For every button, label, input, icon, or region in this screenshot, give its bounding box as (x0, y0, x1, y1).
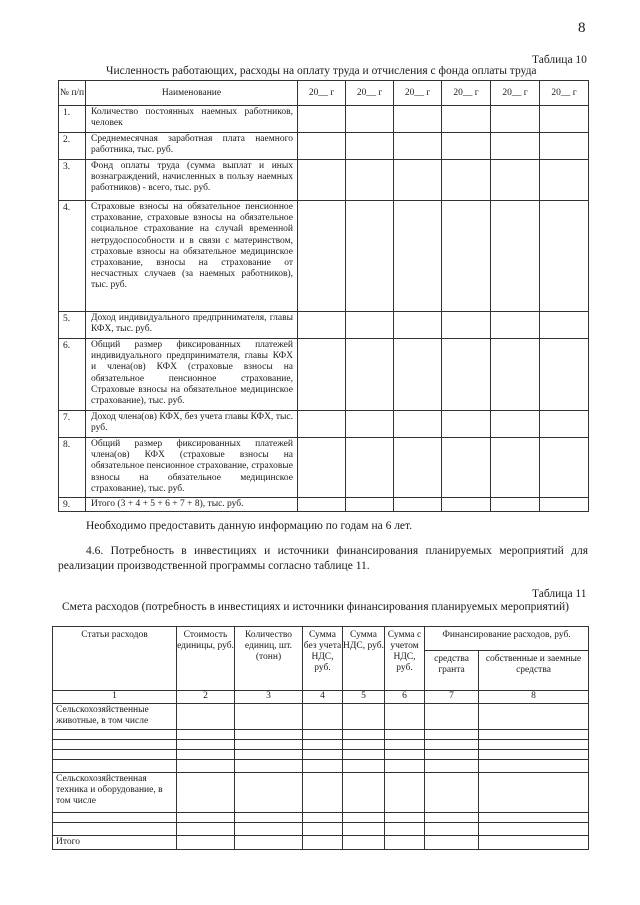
row-name: Страховые взносы на обязательное пенсионное страхование, страховые взносы на обязательное социальное страхование на случай временной нетрудоспособности и в связи с материнством, страховые взносы на обязательное медицинское страхование, взносы на страхование от несчастных случаев (за наемных работников), тыс. руб. (86, 201, 298, 312)
table-row (53, 704, 589, 730)
data-cell (346, 498, 394, 512)
data-cell (425, 750, 479, 760)
table-row (53, 823, 589, 836)
row-name: Общий размер фиксированных платежей индивидуального предпринимателя, главы КФХ и члена(ов) КФХ (страховые взносы на обязательное пенсионное страхование, Страховые взносы на обязательное медицинское страхование), тыс. руб. (86, 339, 298, 411)
table10-header-name: Наименование (86, 81, 298, 106)
data-cell (479, 750, 589, 760)
data-cell (540, 411, 589, 438)
header-sum-with-vat: Сумма с учетом НДС, руб. (385, 627, 425, 691)
data-cell (491, 160, 540, 201)
data-cell (177, 730, 235, 740)
table10-header-year: 20__ г (394, 81, 442, 106)
data-cell (53, 813, 177, 823)
table10 (58, 80, 589, 512)
column-number: 1 (53, 691, 177, 704)
data-cell (385, 813, 425, 823)
table-row (53, 730, 589, 740)
data-cell (394, 201, 442, 312)
data-cell (442, 160, 491, 201)
column-number: 7 (425, 691, 479, 704)
data-cell (442, 312, 491, 339)
data-cell (540, 160, 589, 201)
data-cell (53, 760, 177, 773)
data-cell (343, 760, 385, 773)
column-number: 5 (343, 691, 385, 704)
table10-header-year: 20__ г (298, 81, 346, 106)
header-own-funds: собственные и заемные средства (479, 651, 589, 691)
data-cell (235, 773, 303, 813)
total-label: Итого (53, 836, 177, 850)
data-cell (298, 106, 346, 133)
table-row (53, 773, 589, 813)
header-vat: Сумма НДС, руб. (343, 627, 385, 691)
data-cell (235, 760, 303, 773)
data-cell (177, 836, 235, 850)
data-cell (491, 438, 540, 498)
column-number: 8 (479, 691, 589, 704)
column-number: 6 (385, 691, 425, 704)
column-number: 3 (235, 691, 303, 704)
data-cell (425, 730, 479, 740)
data-cell (346, 160, 394, 201)
data-cell (425, 773, 479, 813)
data-cell (235, 823, 303, 836)
data-cell (425, 813, 479, 823)
data-cell (298, 133, 346, 160)
data-cell (394, 339, 442, 411)
data-cell (235, 740, 303, 750)
data-cell (235, 704, 303, 730)
column-number: 4 (303, 691, 343, 704)
row-number: 8. (59, 438, 86, 498)
data-cell (343, 836, 385, 850)
table10-label: Таблица 10 (532, 54, 587, 66)
data-cell (303, 704, 343, 730)
table-row (53, 750, 589, 760)
data-cell (53, 750, 177, 760)
data-cell (491, 498, 540, 512)
data-cell (298, 498, 346, 512)
table-row (59, 312, 589, 339)
data-cell (479, 836, 589, 850)
data-cell (177, 773, 235, 813)
header-quantity: Количество единиц, шт. (тонн) (235, 627, 303, 691)
table10-note: Необходимо предоставить данную информацию по годам на 6 лет. (86, 520, 413, 532)
data-cell (235, 730, 303, 740)
table10-header-year: 20__ г (491, 81, 540, 106)
data-cell (394, 133, 442, 160)
table-row (53, 760, 589, 773)
data-cell (298, 438, 346, 498)
data-cell (442, 133, 491, 160)
table10-header-year: 20__ г (442, 81, 491, 106)
row-number: 1. (59, 106, 86, 133)
data-cell (540, 133, 589, 160)
data-cell (385, 760, 425, 773)
data-cell (425, 836, 479, 850)
data-cell (303, 836, 343, 850)
row-number: 4. (59, 201, 86, 312)
data-cell (385, 773, 425, 813)
data-cell (479, 813, 589, 823)
data-cell (177, 740, 235, 750)
table-row (59, 411, 589, 438)
data-cell (303, 823, 343, 836)
data-cell (442, 339, 491, 411)
data-cell (385, 823, 425, 836)
data-cell (479, 740, 589, 750)
data-cell (385, 730, 425, 740)
data-cell (343, 773, 385, 813)
data-cell (303, 730, 343, 740)
data-cell (385, 836, 425, 850)
data-cell (394, 312, 442, 339)
data-cell (303, 773, 343, 813)
row-name: Доход индивидуального предпринимателя, главы КФХ, тыс. руб. (86, 312, 298, 339)
row-number: 2. (59, 133, 86, 160)
data-cell (442, 438, 491, 498)
table-row (53, 836, 589, 850)
data-cell (298, 160, 346, 201)
row-number: 3. (59, 160, 86, 201)
table11-title: Смета расходов (потребность в инвестициях и источники финансирования планируемых мероприятий) (62, 601, 569, 613)
table10-header-num: № п/п (59, 81, 86, 106)
header-grant-funds: средства гранта (425, 651, 479, 691)
data-cell (298, 312, 346, 339)
data-cell (442, 106, 491, 133)
data-cell (346, 438, 394, 498)
category-equipment: Сельскохозяйственная техника и оборудование, в том числе (53, 773, 177, 813)
data-cell (491, 339, 540, 411)
data-cell (385, 740, 425, 750)
data-cell (303, 760, 343, 773)
table10-title: Численность работающих, расходы на оплату труда и отчисления с фонда оплаты труда (106, 65, 537, 77)
data-cell (394, 498, 442, 512)
table-row (59, 201, 589, 312)
data-cell (177, 760, 235, 773)
row-name: Общий размер фиксированных платежей члена(ов) КФХ (страховые взносы на обязательное пенсионное страхование, страховые взносы на обязательное медицинское страхование), тыс. руб. (86, 438, 298, 498)
data-cell (394, 106, 442, 133)
data-cell (53, 823, 177, 836)
table11 (52, 626, 589, 850)
data-cell (235, 750, 303, 760)
data-cell (343, 750, 385, 760)
data-cell (343, 740, 385, 750)
category-animals: Сельскохозяйственные животные, в том числе (53, 704, 177, 730)
header-sum-no-vat: Сумма без учета НДС, руб. (303, 627, 343, 691)
table-row (59, 133, 589, 160)
data-cell (343, 704, 385, 730)
data-cell (385, 704, 425, 730)
section-4-6-paragraph: 4.6. Потребность в инвестициях и источники финансирования планируемых мероприятий для реализации производственной программы согласно таблице 11. (58, 545, 588, 572)
data-cell (540, 201, 589, 312)
data-cell (346, 106, 394, 133)
data-cell (235, 813, 303, 823)
table-row (59, 160, 589, 201)
data-cell (298, 339, 346, 411)
data-cell (491, 312, 540, 339)
data-cell (442, 498, 491, 512)
table10-header-year: 20__ г (540, 81, 589, 106)
row-name: Фонд оплаты труда (сумма выплат и иных вознаграждений, начисленных в пользу наемных работников) - всего, тыс. руб. (86, 160, 298, 201)
row-name: Среднемесячная заработная плата наемного работника, тыс. руб. (86, 133, 298, 160)
data-cell (53, 730, 177, 740)
table-row (59, 438, 589, 498)
header-items: Статьи расходов (53, 627, 177, 691)
data-cell (177, 750, 235, 760)
data-cell (298, 201, 346, 312)
data-cell (235, 836, 303, 850)
data-cell (303, 813, 343, 823)
row-name: Доход члена(ов) КФХ, без учета главы КФХ, тыс. руб. (86, 411, 298, 438)
data-cell (53, 740, 177, 750)
table-row (59, 339, 589, 411)
data-cell (177, 704, 235, 730)
data-cell (425, 740, 479, 750)
data-cell (346, 201, 394, 312)
data-cell (343, 823, 385, 836)
row-number: 6. (59, 339, 86, 411)
table-row (53, 740, 589, 750)
data-cell (491, 106, 540, 133)
data-cell (346, 339, 394, 411)
data-cell (479, 704, 589, 730)
page-number: 8 (578, 20, 586, 36)
data-cell (346, 411, 394, 438)
data-cell (540, 498, 589, 512)
data-cell (303, 740, 343, 750)
data-cell (479, 773, 589, 813)
data-cell (425, 823, 479, 836)
data-cell (303, 750, 343, 760)
header-unit-cost: Стоимость единицы, руб. (177, 627, 235, 691)
data-cell (491, 411, 540, 438)
row-name: Количество постоянных наемных работников, человек (86, 106, 298, 133)
data-cell (343, 730, 385, 740)
data-cell (540, 339, 589, 411)
data-cell (177, 823, 235, 836)
data-cell (442, 411, 491, 438)
data-cell (298, 411, 346, 438)
table10-header-year: 20__ г (346, 81, 394, 106)
row-number: 7. (59, 411, 86, 438)
data-cell (394, 438, 442, 498)
column-number: 2 (177, 691, 235, 704)
data-cell (491, 133, 540, 160)
data-cell (385, 750, 425, 760)
data-cell (425, 760, 479, 773)
row-number: 9. (59, 498, 86, 512)
table-row (53, 813, 589, 823)
data-cell (479, 823, 589, 836)
data-cell (343, 813, 385, 823)
data-cell (425, 704, 479, 730)
row-number: 5. (59, 312, 86, 339)
data-cell (479, 760, 589, 773)
data-cell (177, 813, 235, 823)
table-row (59, 106, 589, 133)
data-cell (346, 312, 394, 339)
header-financing: Финансирование расходов, руб. (425, 627, 589, 651)
data-cell (394, 160, 442, 201)
data-cell (540, 312, 589, 339)
column-number-row (53, 691, 589, 704)
data-cell (540, 106, 589, 133)
data-cell (394, 411, 442, 438)
data-cell (346, 133, 394, 160)
table11-label: Таблица 11 (532, 588, 587, 600)
data-cell (479, 730, 589, 740)
data-cell (540, 438, 589, 498)
data-cell (442, 201, 491, 312)
data-cell (491, 201, 540, 312)
row-name: Итого (3 + 4 + 5 + 6 + 7 + 8), тыс. руб. (86, 498, 298, 512)
table-row (59, 498, 589, 512)
